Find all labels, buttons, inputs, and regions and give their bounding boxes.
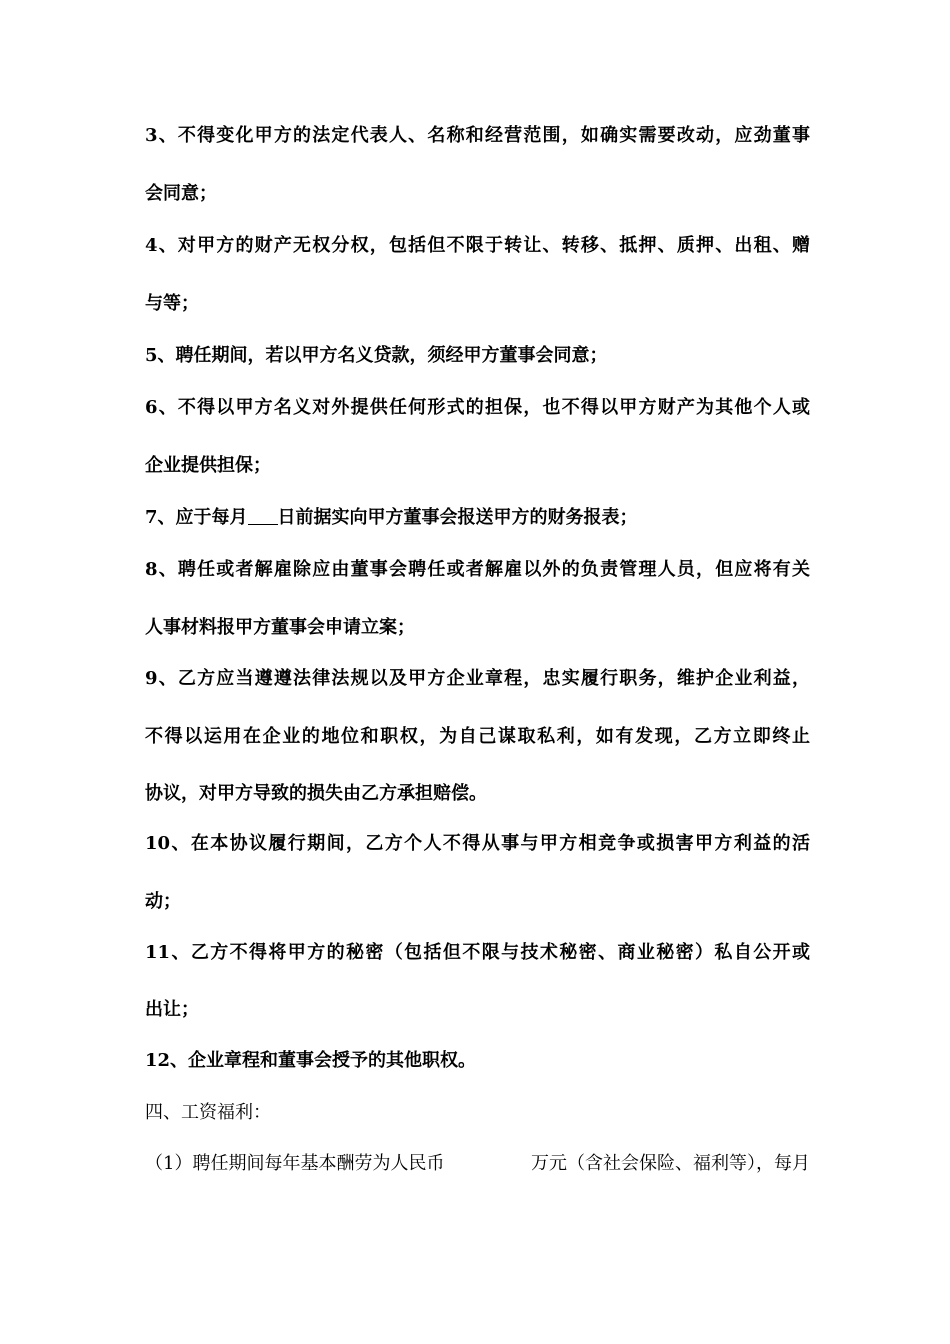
clause-7-suffix: 日前据实向甲方董事会报送甲方的财务报表； — [277, 507, 638, 528]
clause-3-line-2: 会同意； — [145, 183, 217, 204]
clause-7-line-1 — [145, 506, 810, 530]
section-heading-salary: 四、工资福利： — [145, 1102, 271, 1123]
clause-11-line-1: 11、乙方不得将甲方的秘密（包括但不限与技术秘密、商业秘密）私自公开或 — [145, 942, 810, 963]
clause-9-line-3: 协议，对甲方导致的损失由乙方承担赔偿。 — [145, 783, 487, 804]
clause-4-line-2: 与等； — [145, 293, 199, 314]
clause-8-line-1: 8、聘任或者解雇除应由董事会聘任或者解雇以外的负责管理人员，但应将有关 — [145, 559, 810, 580]
clause-12-line-1: 12、企业章程和董事会授予的其他职权。 — [145, 1050, 477, 1071]
clause-6-line-2: 企业提供担保； — [145, 455, 271, 476]
day-blank — [248, 506, 278, 525]
clause-9-line-1: 9、乙方应当遵遵法律法规以及甲方企业章程，忠实履行职务，维护企业利益， — [145, 668, 810, 689]
clause-5-line-1: 5、聘任期间，若以甲方名义贷款，须经甲方董事会同意； — [145, 345, 608, 366]
salary-item-1-suffix: 万元（含社会保险、福利等），每月 — [531, 1153, 810, 1174]
clause-6-line-1: 6、不得以甲方名义对外提供任何形式的担保，也不得以甲方财产为其他个人或 — [145, 397, 810, 418]
clause-7-prefix: 7、应于每月 — [145, 507, 248, 528]
clause-3-line-1: 3、不得变化甲方的法定代表人、名称和经营范围，如确实需要改动，应劲董事 — [145, 125, 810, 146]
salary-item-1-line-1 — [145, 1152, 810, 1176]
clause-10-line-2: 动； — [145, 891, 181, 912]
clause-11-line-2: 出让； — [145, 999, 199, 1020]
clause-9-line-2: 不得以运用在企业的地位和职权，为自己谋取私利，如有发现，乙方立即终止 — [145, 726, 810, 747]
salary-item-1-prefix: （1）聘任期间每年基本酬劳为人民币 — [145, 1153, 445, 1174]
clause-4-line-1: 4、对甲方的财产无权分权，包括但不限于转让、转移、抵押、质押、出租、赠 — [145, 235, 810, 256]
clause-10-line-1: 10、在本协议履行期间，乙方个人不得从事与甲方相竞争或损害甲方利益的活 — [145, 833, 810, 854]
clause-8-line-2: 人事材料报甲方董事会申请立案； — [145, 617, 415, 638]
